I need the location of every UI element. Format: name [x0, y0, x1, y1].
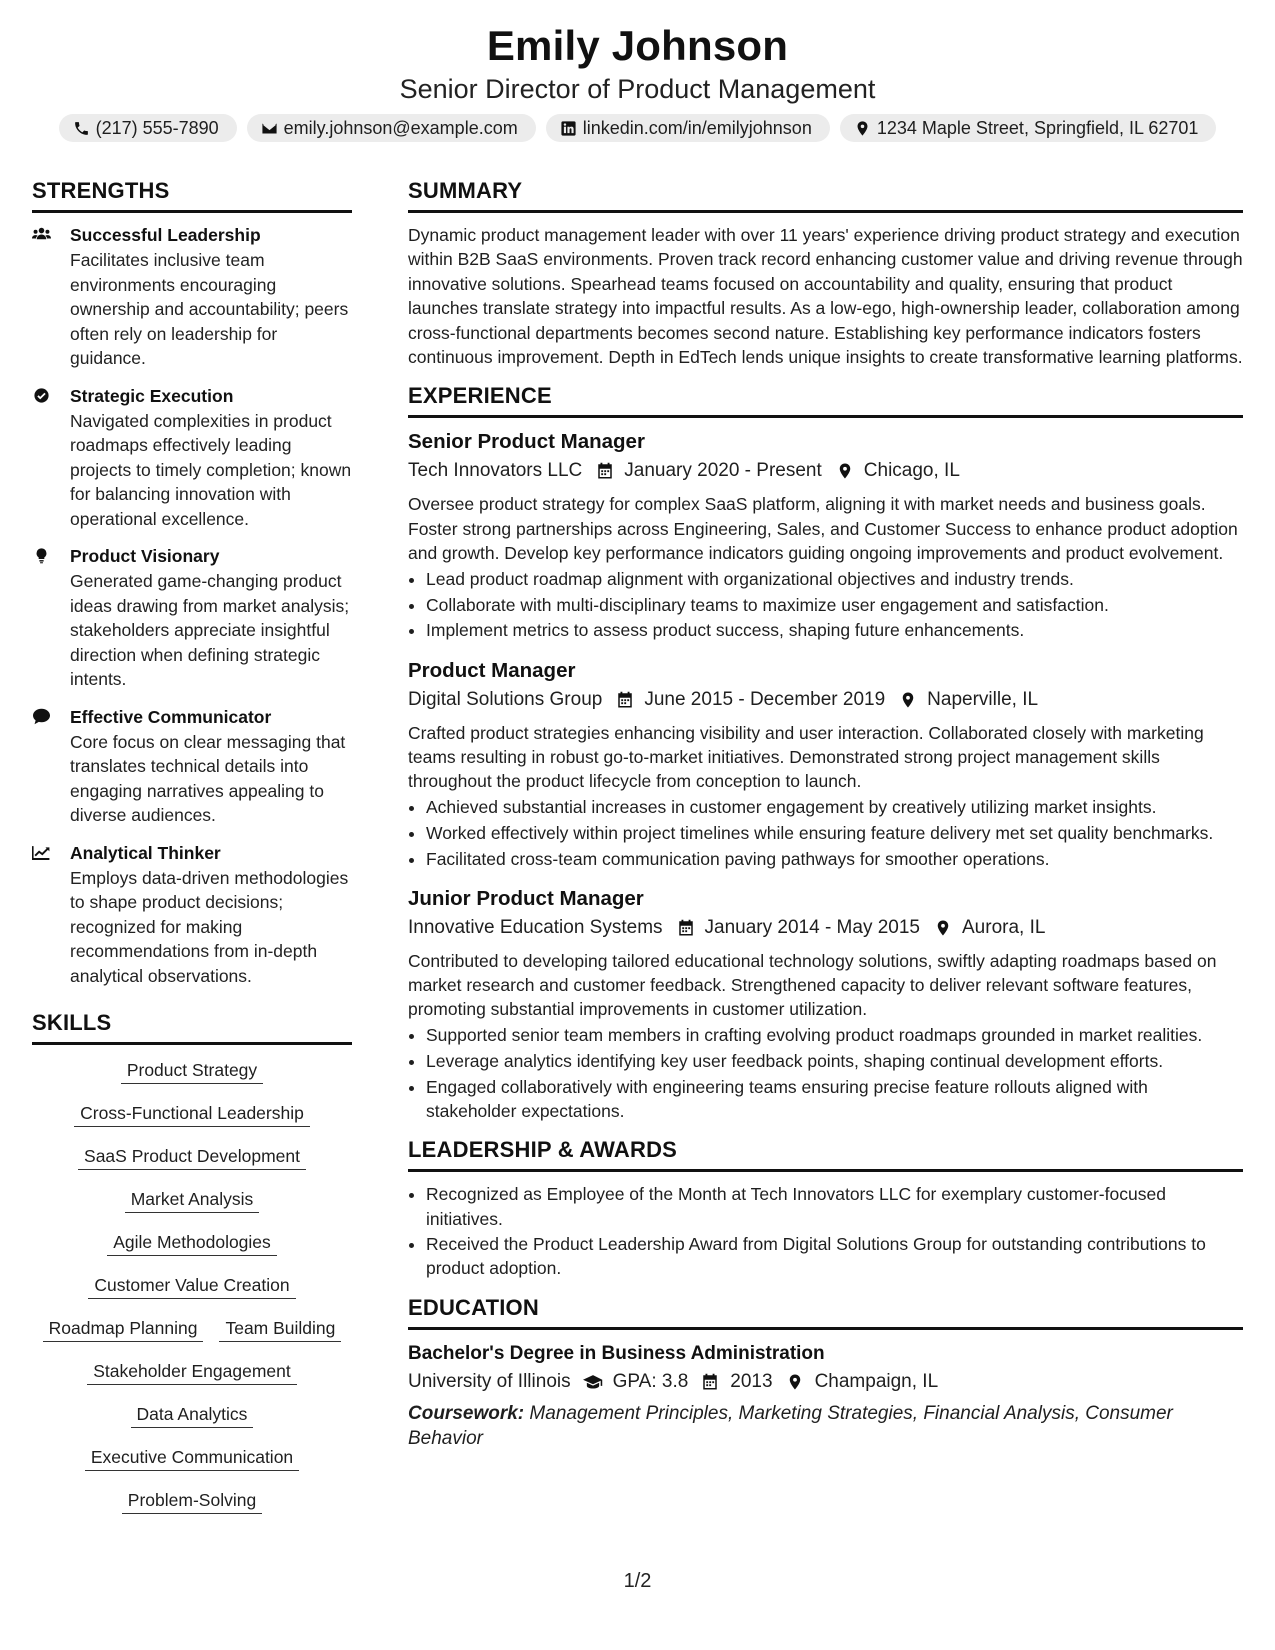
summary-text: Dynamic product management leader with over 11 years' experience driving product strategy and execution within B2B SaaS environments. Proven track record enhancing customer value and driving revenue through innovative solutions. Spearhead teams focused on accountability and quality, ensuring that product launches translate strategy into impactful results. As a low-ego, high-ownership leader, collaboration among cross-functional departments becomes second nature. Establishing key performance indicators fosters continuous improvement. Depth in EdTech lends unique insights to create transformative learning platforms.: [408, 225, 1243, 368]
contact-address: [840, 114, 1217, 142]
strength-item: [32, 384, 352, 532]
contact-linkedin[interactable]: [546, 114, 830, 142]
location-pin-icon: [934, 919, 952, 937]
contact-linkedin-text: linkedin.com/in/emilyjohnson: [582, 117, 812, 138]
speech-bubble-icon: [32, 708, 51, 725]
skill-tag: Product Strategy: [121, 1059, 263, 1084]
education-meta: [408, 1367, 1243, 1397]
check-circle-icon: [32, 387, 51, 404]
awards-list: [408, 1182, 1243, 1280]
job-bullet: • Facilitated cross-team communication paving pathways for smoother operations.: [426, 847, 1243, 871]
job-bullet: • Collaborate with multi-disciplinary teams to maximize user engagement and satisfaction.: [426, 593, 1243, 617]
candidate-name: Emily Johnson: [486, 22, 789, 69]
job-description: Contributed to developing tailored educational technology solutions, swiftly adapting roadmaps based on market research and customer feedback. Strengthened capacity to deliver relevant software features, promoting substantial improvements in customer utilization.: [408, 950, 1217, 1020]
skill-tag: Cross-Functional Leadership: [74, 1102, 310, 1127]
job-bullet: • Lead product roadmap alignment with organizational objectives and industry trends.: [426, 567, 1243, 591]
linkedin-icon: [560, 120, 577, 137]
skills-list: [32, 1059, 352, 1514]
strength-description: Navigated complexities in product roadmaps effectively leading projects to timely completion; known for balancing innovation with operational excellence.: [70, 410, 352, 529]
job-location: Aurora, IL: [962, 916, 1046, 938]
education-coursework: [408, 1401, 1243, 1451]
skill-tag: Agile Methodologies: [107, 1231, 277, 1256]
coursework-text: Management Principles, Marketing Strategies, Financial Analysis, Consumer Behavior: [408, 1402, 1173, 1449]
job-bullets: [408, 567, 1243, 643]
right-column: [408, 178, 1243, 1451]
skill-tag: Market Analysis: [125, 1188, 260, 1213]
education-location: Champaign, IL: [814, 1370, 939, 1392]
location-pin-icon: [854, 120, 871, 137]
phone-icon: [73, 120, 90, 137]
job-dates: January 2014 - May 2015: [704, 916, 920, 938]
strengths-heading: STRENGTHS: [32, 178, 352, 213]
candidate-title: Senior Director of Product Management: [399, 74, 876, 104]
calendar-icon: [596, 462, 614, 480]
job-title: Senior Product Manager: [408, 430, 645, 454]
graduation-cap-icon: [583, 1373, 603, 1391]
strength-item: [32, 705, 352, 828]
line-chart-icon: [32, 844, 51, 861]
strength-description: Generated game-changing product ideas drawing from market analysis; stakeholders appreciate insightful direction when defining strategic intents.: [70, 571, 350, 689]
job-entry: [408, 657, 1243, 871]
education-heading: EDUCATION: [408, 1295, 1243, 1330]
job-description: Oversee product strategy for complex SaaS platform, aligning it with market needs and business goals. Foster strong partnerships across Engineering, Sales, and Customer Success to enhance product adoption and growth. Develop key performance indicators guiding ongoing improvements and product evolvement.: [408, 494, 1238, 563]
contact-address-text: 1234 Maple Street, Springfield, IL 62701: [876, 117, 1199, 138]
contact-phone-text: (217) 555-7890: [95, 117, 219, 138]
calendar-icon: [616, 691, 634, 709]
job-dates: June 2015 - December 2019: [644, 688, 886, 710]
skill-tag: Customer Value Creation: [88, 1274, 295, 1299]
award-item: • Received the Product Leadership Award from Digital Solutions Group for outstanding contributions to product adoption.: [426, 1232, 1243, 1280]
job-bullet: • Supported senior team members in crafting evolving product roadmaps grounded in market realities.: [426, 1023, 1243, 1047]
job-bullet: • Leverage analytics identifying key user feedback points, shaping continual development efforts.: [426, 1049, 1243, 1073]
awards-heading: LEADERSHIP & AWARDS: [408, 1137, 1243, 1172]
job-location: Chicago, IL: [863, 460, 960, 482]
job-company: Digital Solutions Group: [408, 688, 603, 710]
location-pin-icon: [899, 691, 917, 709]
job-bullet: • Achieved substantial increases in customer engagement by creatively utilizing market insights.: [426, 795, 1243, 819]
job-meta: [408, 685, 1243, 715]
skill-tag: Stakeholder Engagement: [87, 1360, 297, 1385]
job-entry: [408, 428, 1243, 642]
left-column: [32, 178, 352, 1514]
skill-tag: SaaS Product Development: [78, 1145, 306, 1170]
envelope-icon: [261, 120, 278, 137]
strength-item: [32, 841, 352, 989]
location-pin-icon: [785, 1373, 805, 1391]
job-company: Tech Innovators LLC: [408, 460, 583, 482]
strength-description: Facilitates inclusive team environments encouraging ownership and accountability; peers often rely on leadership for guidance.: [70, 250, 349, 368]
experience-heading: EXPERIENCE: [408, 383, 1243, 418]
job-bullets: [408, 1023, 1243, 1123]
skill-tag: Roadmap Planning: [43, 1317, 204, 1342]
coursework-label: Coursework:: [408, 1402, 525, 1424]
job-bullet: • Implement metrics to assess product success, shaping future enhancements.: [426, 618, 1243, 642]
job-entry: [408, 885, 1243, 1123]
strength-title: Product Visionary: [70, 546, 220, 566]
strength-title: Effective Communicator: [70, 706, 272, 727]
education-year: 2013: [730, 1370, 773, 1392]
skill-tag: Problem-Solving: [122, 1489, 262, 1514]
education-degree: Bachelor's Degree in Business Administration: [408, 1342, 825, 1364]
calendar-icon: [700, 1373, 720, 1391]
job-meta: [408, 913, 1243, 943]
skill-tag: Team Building: [219, 1317, 341, 1342]
calendar-icon: [677, 919, 695, 937]
job-location: Naperville, IL: [927, 688, 1039, 710]
strength-description: Employs data-driven methodologies to shape product decisions; recognized for making recommendations from in-depth analytical observations.: [70, 867, 349, 986]
job-bullet: • Engaged collaboratively with engineering teams ensuring precise feature rollouts aligned with stakeholder expectations.: [426, 1075, 1243, 1123]
education-school: University of Illinois: [408, 1370, 571, 1392]
job-meta: [408, 456, 1243, 486]
strength-description: Core focus on clear messaging that translates technical details into engaging narratives appealing to diverse audiences.: [70, 731, 346, 825]
skill-tag: Data Analytics: [131, 1403, 254, 1428]
job-dates: January 2020 - Present: [624, 460, 822, 482]
contact-bar: [0, 114, 1275, 142]
job-title: Junior Product Manager: [408, 886, 644, 910]
contact-phone[interactable]: [59, 114, 237, 142]
contact-email-text: emily.johnson@example.com: [283, 117, 518, 138]
strength-item: [32, 223, 352, 371]
job-title: Product Manager: [408, 658, 576, 682]
strength-title: Strategic Execution: [70, 385, 234, 406]
skills-heading: SKILLS: [32, 1010, 352, 1045]
strength-item: [32, 544, 352, 692]
lightbulb-icon: [32, 547, 51, 564]
job-company: Innovative Education Systems: [408, 916, 663, 938]
job-bullets: [408, 795, 1243, 871]
page-number: 1/2: [623, 1570, 652, 1592]
education-gpa: GPA: 3.8: [612, 1370, 689, 1392]
award-item: • Recognized as Employee of the Month at Tech Innovators LLC for exemplary customer-focused initiatives.: [426, 1182, 1243, 1230]
job-description: Crafted product strategies enhancing visibility and user interaction. Collaborated closely with marketing teams resulting in robust go-to-market initiatives. Demonstrated strong project management skills throughout the product lifecycle from conception to launch.: [408, 722, 1204, 792]
contact-email[interactable]: [247, 114, 536, 142]
job-bullet: • Worked effectively within project timelines while ensuring feature delivery met set quality benchmarks.: [426, 821, 1243, 845]
location-pin-icon: [836, 462, 854, 480]
users-icon: [32, 226, 51, 243]
summary-heading: SUMMARY: [408, 178, 1243, 213]
strength-title: Successful Leadership: [70, 225, 261, 245]
skill-tag: Executive Communication: [85, 1446, 299, 1471]
strength-title: Analytical Thinker: [70, 842, 221, 863]
